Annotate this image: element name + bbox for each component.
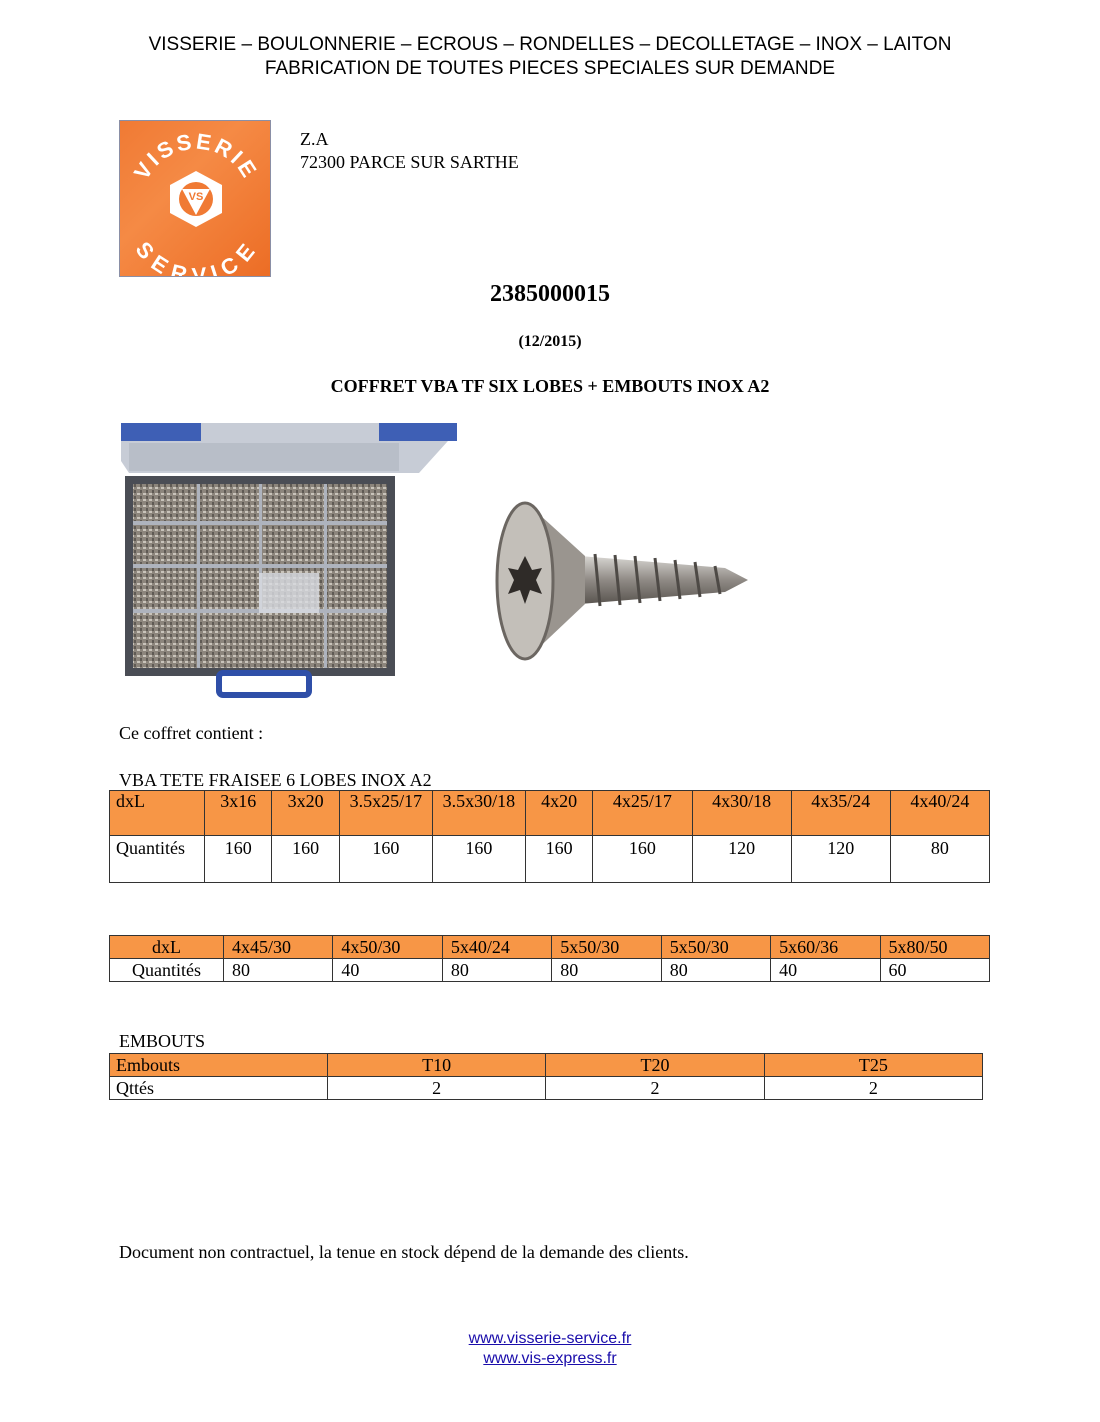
quantity-cell: 2 <box>328 1077 546 1100</box>
bit-type-cell: T25 <box>764 1054 982 1077</box>
header-label-cell: Embouts <box>110 1054 328 1077</box>
vba-table-2 <box>109 935 990 982</box>
vba-table-1 <box>109 790 990 883</box>
table-row <box>110 959 990 982</box>
size-cell: 4x40/24 <box>890 791 989 836</box>
quantity-cell: 160 <box>272 836 339 883</box>
size-cell: 4x35/24 <box>791 791 890 836</box>
company-logo <box>119 120 271 277</box>
quantity-cell: 80 <box>890 836 989 883</box>
header-label-cell: dxL <box>110 936 224 959</box>
screw-photo <box>470 476 775 686</box>
quantity-cell: 2 <box>764 1077 982 1100</box>
section-title-vba: VBA TETE FRAISEE 6 LOBES INOX A2 <box>119 770 432 790</box>
size-cell: 4x45/30 <box>224 936 333 959</box>
logo-center-text: VS <box>188 191 204 203</box>
website-link-visserie-service[interactable]: www.visserie-service.fr <box>468 1330 632 1347</box>
quantity-cell: 80 <box>552 959 661 982</box>
table-header-row <box>110 1054 983 1077</box>
quantity-cell: 160 <box>593 836 692 883</box>
quantity-cell: 80 <box>224 959 333 982</box>
size-cell: 5x60/36 <box>771 936 880 959</box>
header-trades: VISSERIE – BOULONNERIE – ECROUS – RONDELLES – DECOLLETAGE – INOX – LAITON <box>148 34 952 55</box>
quantity-cell: 120 <box>791 836 890 883</box>
bit-type-cell: T20 <box>546 1054 764 1077</box>
quantity-cell: 60 <box>880 959 989 982</box>
size-cell: 3x16 <box>205 791 272 836</box>
size-cell: 5x40/24 <box>442 936 551 959</box>
size-cell: 3x20 <box>272 791 339 836</box>
quantity-cell: 160 <box>205 836 272 883</box>
product-reference: 2385000015 <box>490 281 610 307</box>
size-cell: 5x80/50 <box>880 936 989 959</box>
size-cell: 3.5x25/17 <box>339 791 432 836</box>
section-title-embouts: EMBOUTS <box>119 1031 206 1051</box>
size-cell: 4x30/18 <box>692 791 791 836</box>
size-cell: 4x25/17 <box>593 791 692 836</box>
svg-text:SERVICE <box>131 237 262 276</box>
logo-bottom-text: SERVICE <box>130 236 262 276</box>
row-label-cell: Quantités <box>110 836 205 883</box>
bit-type-cell: T10 <box>328 1054 546 1077</box>
header-label-cell: dxL <box>110 791 205 836</box>
quantity-cell: 80 <box>661 959 770 982</box>
footer-link-2-wrap <box>0 1350 1100 1368</box>
header-tagline: FABRICATION DE TOUTES PIECES SPECIALES SUR DEMANDE <box>264 58 836 79</box>
quantity-cell: 160 <box>525 836 592 883</box>
product-title: COFFRET VBA TF SIX LOBES + EMBOUTS INOX A2 <box>330 376 770 396</box>
size-cell: 5x50/30 <box>661 936 770 959</box>
quantity-cell: 40 <box>333 959 442 982</box>
quantity-cell: 80 <box>442 959 551 982</box>
table-row <box>110 1077 983 1100</box>
address-line-2: 72300 PARCE SUR SARTHE <box>300 152 519 172</box>
table-header-row <box>110 791 990 836</box>
footer-link-1-wrap <box>0 1330 1100 1348</box>
size-cell: 4x20 <box>525 791 592 836</box>
row-label-cell: Quantités <box>110 959 224 982</box>
website-link-vis-express[interactable]: www.vis-express.fr <box>483 1350 617 1367</box>
quantity-cell: 120 <box>692 836 791 883</box>
assortment-case-photo <box>119 421 459 699</box>
size-cell: 3.5x30/18 <box>432 791 525 836</box>
contents-intro: Ce coffret contient : <box>119 723 264 743</box>
product-date: (12/2015) <box>518 333 582 350</box>
quantity-cell: 2 <box>546 1077 764 1100</box>
logo-top-text: VISSERIE <box>128 128 264 185</box>
size-cell: 4x50/30 <box>333 936 442 959</box>
quantity-cell: 40 <box>771 959 880 982</box>
table-row <box>110 836 990 883</box>
address-line-1: Z.A <box>300 129 329 149</box>
size-cell: 5x50/30 <box>552 936 661 959</box>
row-label-cell: Qttés <box>110 1077 328 1100</box>
embouts-table <box>109 1053 983 1100</box>
logo-hex-nut-icon <box>120 121 270 276</box>
quantity-cell: 160 <box>339 836 432 883</box>
quantity-cell: 160 <box>432 836 525 883</box>
disclaimer: Document non contractuel, la tenue en stock dépend de la demande des clients. <box>119 1242 689 1262</box>
table-header-row <box>110 936 990 959</box>
